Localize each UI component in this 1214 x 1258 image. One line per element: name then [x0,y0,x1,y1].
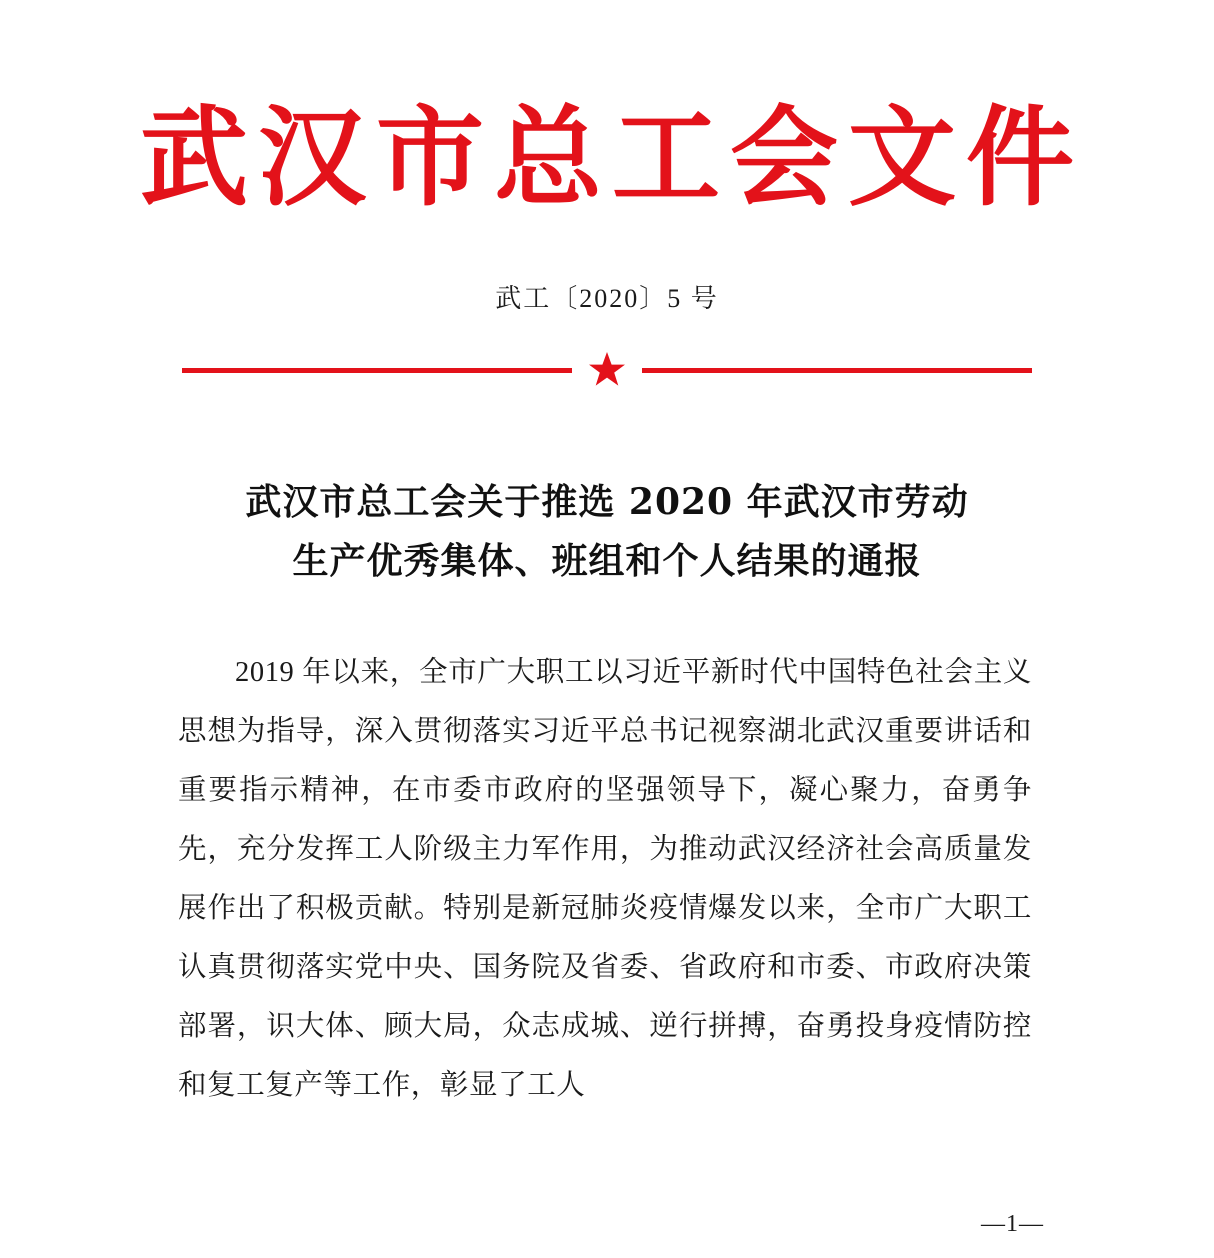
document-number: 武工〔2020〕5 号 [495,284,719,314]
masthead [0,0,1214,220]
document-body [0,644,1214,1116]
star-icon [572,351,642,389]
divider-line-right [642,368,1032,373]
document-title [0,473,1214,590]
page-number: —1— [981,1211,1044,1237]
document-title-line-2: 生产优秀集体、班组和个人结果的通报 [292,539,922,582]
red-divider [0,351,1214,389]
body-paragraph: 2019 年以来，全市广大职工以习近平新时代中国特色社会主义思想为指导，深入贯彻落实习近平总书记视察湖北武汉重要讲话和重要指示精神，在市委市政府的坚强领导下，凝心聚力，奋勇争先，充分发挥工人阶级主力军作用，为推动武汉经济社会高质量发展作出了积极贡献。特别是新冠肺炎疫情爆发以来，全市广大职工认真贯彻落实党中央、国务院及省委、省政府和市委、市政府决策部署，识大体、顾大局，众志成城、逆行拼搏，奋勇投身疫情防控和复工复产等工作，彰显了工人 [178,656,1032,1101]
divider-line-left [182,368,572,373]
masthead-title: 武汉市总工会文件 [139,95,1084,221]
document-title-line-1: 武汉市总工会关于推选 2020 年武汉市劳动 [245,481,969,524]
